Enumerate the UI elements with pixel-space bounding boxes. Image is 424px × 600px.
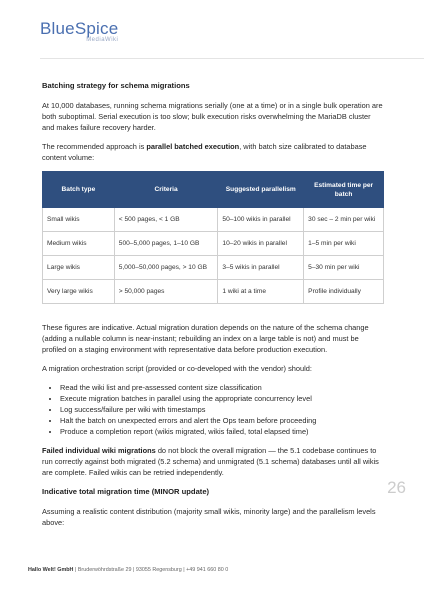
- list-item: • Produce a completion report (wikis migrated, wikis failed, total elapsed time): [60, 426, 384, 437]
- table-cell: Profile individually: [304, 280, 384, 304]
- footer-company: Hallo Welt! GmbH: [28, 567, 74, 573]
- list-item: • Halt the batch on unexpected errors and alert the Ops team before proceeding: [60, 415, 384, 426]
- paragraph-orchestration: A migration orchestration script (provided or co-developed with the vendor) should:: [42, 364, 312, 373]
- table-cell: 10–20 wikis in parallel: [218, 232, 304, 256]
- list-item: • Read the wiki list and pre-assessed content size classification: [60, 382, 384, 393]
- table-cell: Very large wikis: [43, 280, 115, 304]
- list-item: • Log success/failure per wiki with timestamps: [60, 404, 384, 415]
- failed-rest: do not block the overall migration — the 5.1 codebase continues to run correctly against both migrated (5.2 schema) and unmigrated (5.1 schema) databases until all wikis are complete. Failed wikis can be retried independently.: [42, 446, 379, 477]
- table-cell: 30 sec – 2 min per wiki: [304, 208, 384, 232]
- header-batch-type: Batch type: [43, 172, 115, 208]
- paragraph-recommended: [42, 141, 384, 163]
- table-cell: 5,000–50,000 pages, > 10 GB: [114, 256, 218, 280]
- header-parallelism: Suggested parallelism: [218, 172, 304, 208]
- recommended-post: , with batch size calibrated to database content volume:: [42, 142, 367, 162]
- table-cell: Medium wikis: [43, 232, 115, 256]
- table-cell: > 50,000 pages: [114, 280, 218, 304]
- header-divider: [40, 58, 424, 59]
- table-cell: 500–5,000 pages, 1–10 GB: [114, 232, 218, 256]
- table-cell: 1 wiki at a time: [218, 280, 304, 304]
- paragraph-intro: At 10,000 databases, running schema migrations serially (one at a time) or in a single bulk operation are both suboptimal. Serial execution is too slow; bulk execution risks overwhelming the MariaDB cluster and makes failure recovery harder.: [42, 101, 383, 132]
- page-number: 26: [387, 478, 406, 497]
- table-cell: 5–30 min per wiki: [304, 256, 384, 280]
- section-heading-total-time: Indicative total migration time (MINOR update): [42, 487, 210, 496]
- footer-address: | Bruderwöhrdstraße 29 | 93055 Regensburg | +49 941 660 80 0: [73, 567, 229, 573]
- recommended-pre: The recommended approach is: [42, 142, 147, 151]
- table-header-row: [43, 172, 384, 208]
- table-cell: 50–100 wikis in parallel: [218, 208, 304, 232]
- logo-text: BlueSpice: [40, 19, 119, 38]
- logo: [40, 20, 118, 43]
- table-row: [43, 256, 384, 280]
- table-cell: Small wikis: [43, 208, 115, 232]
- list-item: • Execute migration batches in parallel using the appropriate concurrency level: [60, 393, 384, 404]
- batch-table: [42, 171, 384, 304]
- failed-bold: Failed individual wiki migrations: [42, 446, 156, 455]
- paragraph-failed: [42, 445, 384, 478]
- section-heading-batching: Batching strategy for schema migrations: [42, 81, 190, 90]
- paragraph-assuming: Assuming a realistic content distribution (majority small wikis, minority large) and the parallelism levels above:: [42, 507, 376, 527]
- table-row: [43, 208, 384, 232]
- page-content: [42, 80, 384, 536]
- header-criteria: Criteria: [114, 172, 218, 208]
- table-cell: Large wikis: [43, 256, 115, 280]
- paragraph-indicative: These figures are indicative. Actual migration duration depends on the nature of the schema change (adding a nullable column is near-instant; rebuilding an index on a large table is not) and must be profiled on a staging environment with representative data before production execution.: [42, 323, 369, 354]
- header-time: Estimated time per batch: [304, 172, 384, 208]
- footer: [28, 567, 228, 573]
- logo-subtitle: MediaWiki: [86, 37, 119, 43]
- table-row: [43, 232, 384, 256]
- table-cell: 1–5 min per wiki: [304, 232, 384, 256]
- recommended-bold: parallel batched execution: [146, 142, 240, 151]
- table-cell: < 500 pages, < 1 GB: [114, 208, 218, 232]
- table-row: [43, 280, 384, 304]
- table-cell: 3–5 wikis in parallel: [218, 256, 304, 280]
- orchestration-list: [42, 382, 384, 437]
